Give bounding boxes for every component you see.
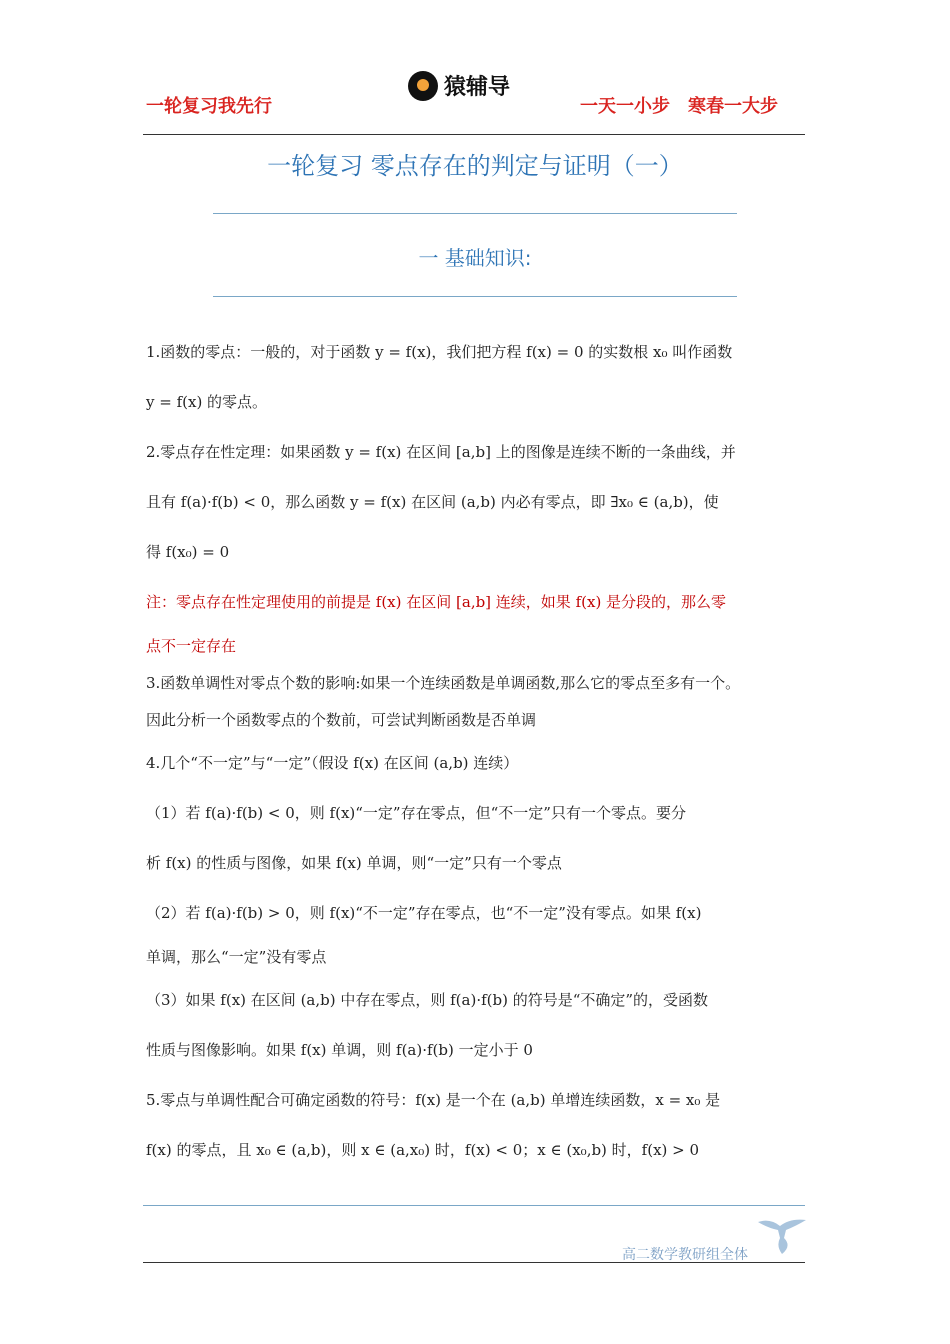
body-line: 且有 f(a)·f(b) < 0，那么函数 y = f(x) 在区间 (a,b) 内必有零点，即 ∃x₀ ∈ (a,b)，使 [146,493,719,511]
title-divider-bottom [213,296,737,297]
body-line: 单调，那么“一定”没有零点 [146,948,327,966]
body-line: f(x) 的零点，且 x₀ ∈ (a,b)，则 x ∈ (a,x₀) 时，f(x) < 0；x ∈ (x₀,b) 时，f(x) > 0 [146,1141,700,1159]
body-line: 1.函数的零点：一般的，对于函数 y = f(x)，我们把方程 f(x) = 0 的实数根 x₀ 叫作函数 [146,343,733,361]
body-line: y = f(x) 的零点。 [146,393,268,411]
body-line: 析 f(x) 的性质与图像，如果 f(x) 单调，则“一定”只有一个零点 [146,854,562,872]
body-line: 因此分析一个函数零点的个数前，可尝试判断函数是否单调 [146,711,537,729]
footer-divider-bottom [143,1262,805,1263]
title-divider-top [213,213,737,214]
body-line: 3.函数单调性对零点个数的影响:如果一个连续函数是单调函数,那么它的零点至多有一个。 [146,674,741,692]
header-divider [143,134,805,135]
body-line: （1）若 f(a)·f(b) < 0，则 f(x)“一定”存在零点，但“不一定”只有一个零点。要分 [146,804,686,822]
body-line: 性质与图像影响。如果 f(x) 单调，则 f(a)·f(b) 一定小于 0 [146,1041,533,1059]
footer-text: 高二数学教研组全体 [622,1247,748,1263]
logo-text: 猿辅导 [444,75,511,100]
footer-bird-icon [756,1216,808,1256]
body-line: 4.几个“不一定”与“一定”（假设 f(x) 在区间 (a,b) 连续） [146,754,519,772]
body-line: 得 f(x₀) = 0 [146,543,230,561]
body-line: 2.零点存在性定理：如果函数 y = f(x) 在区间 [a,b] 上的图像是连续不断的一条曲线，并 [146,443,736,461]
note-line: 点不一定存在 [146,637,237,655]
header-left-slogan: 一轮复习我先行 [146,96,272,117]
logo [408,70,510,101]
body-line: （3）如果 f(x) 在区间 (a,b) 中存在零点，则 f(a)·f(b) 的符号是“不确定”的，受函数 [146,991,709,1009]
footer-divider-top [143,1205,805,1206]
body-line: 5.零点与单调性配合可确定函数的符号：f(x) 是一个在 (a,b) 单增连续函数，x = x₀ 是 [146,1091,721,1109]
note-line: 注：零点存在性定理使用的前提是 f(x) 在区间 [a,b] 连续，如果 f(x) 是分段的，那么零 [146,593,727,611]
page-title: 一轮复习 零点存在的判定与证明（一） [267,152,683,180]
logo-icon [408,71,438,101]
header-right-slogan: 一天一小步 寒春一大步 [580,96,778,117]
body-line: （2）若 f(a)·f(b) > 0，则 f(x)“不一定”存在零点，也“不一定”没有零点。如果 f(x) [146,904,702,922]
section-heading: 一 基础知识: [418,246,532,270]
